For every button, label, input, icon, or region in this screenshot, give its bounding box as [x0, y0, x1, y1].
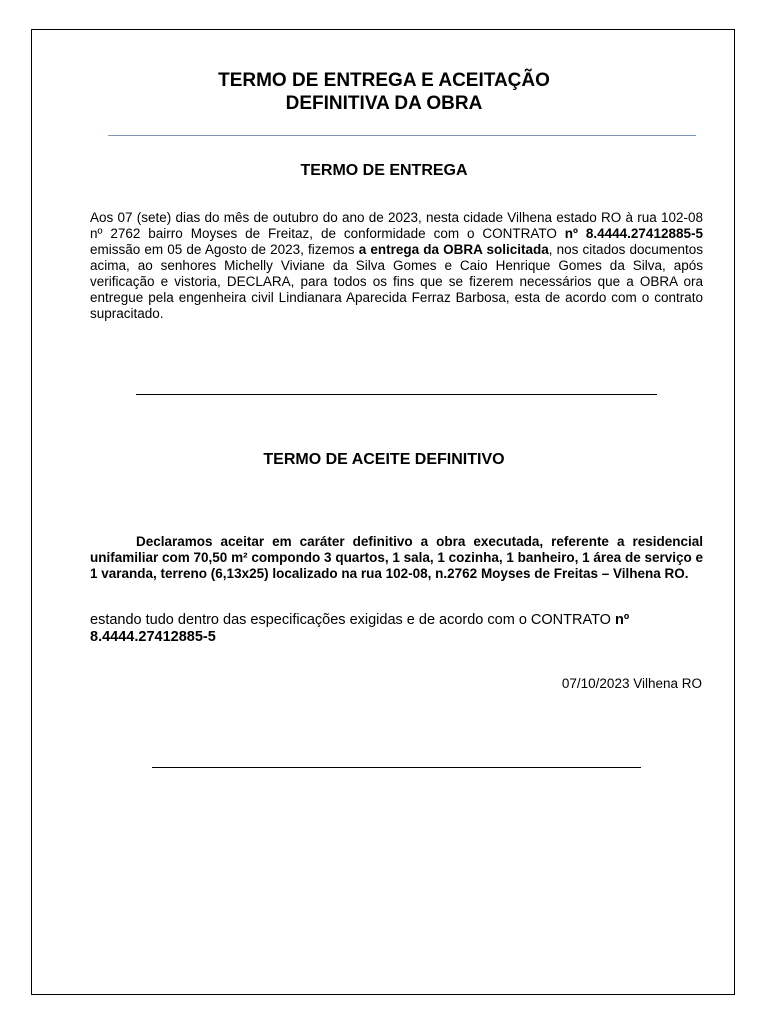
signature-line-aceite [152, 767, 641, 768]
entrega-text-part-3: , nos citados documentos acima, ao senhores Michelly Viviane da Silva Gomes e Caio Henrique Gomes da Silva, após verificação e vistoria, DECLARA, para todos os fins que se fizerem necessários que a OBRA ora entregue pela engenheira civil Lindianara Aparecida Ferraz Barbosa, esta de acordo com o contrato supracitado. [90, 242, 704, 321]
document-title-line-1: TERMO DE ENTREGA E ACEITAÇÃO [218, 70, 550, 91]
aceite-declaration-paragraph: Declaramos aceitar em caráter definitivo a obra executada, referente a residencial unifamiliar com 70,50 m² compondo 3 quartos, 1 sala, 1 cozinha, 1 banheiro, 1 área de serviço e 1 varanda, terreno (6,13x25) localizado na rua 102-08, n.2762 Moyses de Freitas – Vilhena RO. [90, 534, 703, 581]
aceite-contract-number: nº 8.4444.27412885-5 [90, 612, 630, 645]
entrega-text-part-2: emissão em 05 de Agosto de 2023, fizemos [90, 242, 359, 257]
entrega-contract-number: nº 8.4444.27412885-5 [564, 226, 703, 241]
termo-entrega-paragraph [90, 210, 703, 322]
aceite-contract-text: estando tudo dentro das especificações exigidas e de acordo com o CONTRATO [90, 612, 615, 628]
entrega-emphasis: a entrega da OBRA solicitada [358, 242, 549, 257]
aceite-contract-paragraph [90, 612, 703, 646]
entrega-text-part-1: Aos 07 (sete) dias do mês de outubro do ano de 2023, nesta cidade Vilhena estado RO à rua 102-08 nº 2762 bairro Moyses de Freitaz, de conformidade com o CONTRATO [90, 210, 703, 241]
date-place: 07/10/2023 Vilhena RO [561, 676, 702, 691]
document-title-line-2: DEFINITIVA DA OBRA [285, 93, 483, 114]
signature-line-entrega [136, 394, 657, 395]
title-divider [108, 135, 696, 136]
termo-entrega-heading: TERMO DE ENTREGA [300, 162, 468, 179]
termo-aceite-heading: TERMO DE ACEITE DEFINITIVO [263, 451, 505, 468]
